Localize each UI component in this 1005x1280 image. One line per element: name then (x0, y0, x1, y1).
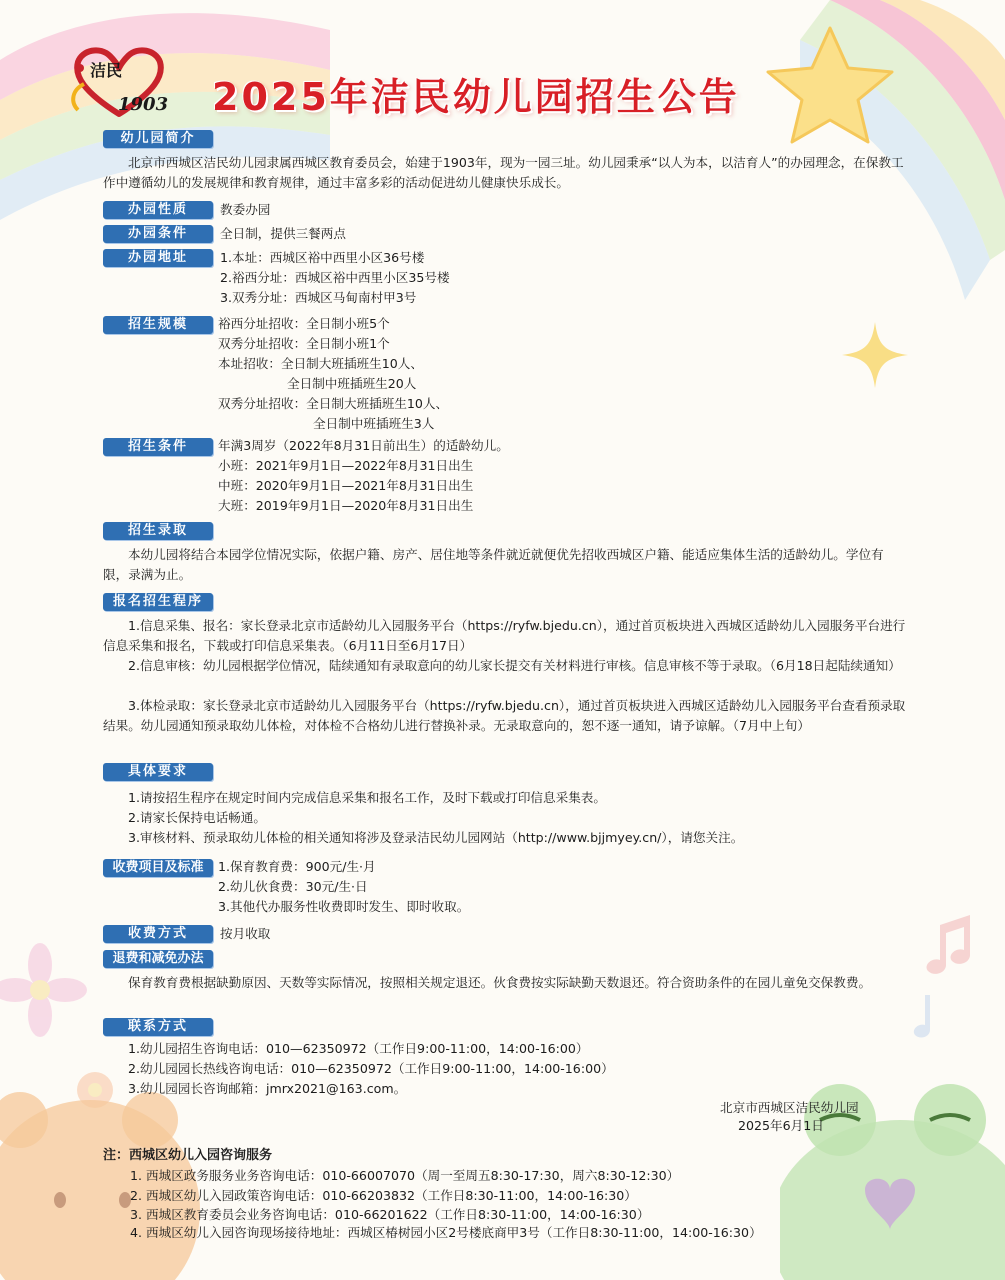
fees-line: 2.幼儿伙食费：30元/生·日 (218, 879, 368, 894)
section-tag-refund: 退费和减免办法 (103, 950, 213, 968)
section-tag-scale: 招生规模 (103, 316, 213, 334)
page-title: 2025年洁民幼儿园招生公告 (212, 75, 740, 119)
address-line: 1.本址：西城区裕中西里小区36号楼 (220, 250, 425, 265)
requirement-line: 大班：2019年9月1日—2020年8月31日出生 (218, 498, 474, 513)
scale-line: 本址招收：全日制大班插班生10人、 (218, 356, 423, 371)
procedure-item: 2.信息审核：幼儿园根据学位情况，陆续通知有录取意向的幼儿家长提交有关材料进行审核。信息审核不等于录取。（6月18日起陆续通知） (128, 658, 901, 673)
section-tag-details: 具体要求 (103, 763, 213, 781)
logo-year: 1903 (118, 94, 169, 115)
logo-text: 洁民 (90, 61, 123, 80)
note-line: 1. 西城区政务服务业务咨询电话：010-66007070（周一至周五8:30-17:30，周六8:30-12:30） (130, 1168, 680, 1183)
scale-line: 裕西分址招收：全日制小班5个 (218, 316, 390, 331)
section-tag-requirement: 招生条件 (103, 438, 213, 456)
scale-line: 全日制中班插班生20人 (287, 376, 417, 391)
contact-line: 1.幼儿园招生咨询电话：010—62350972（工作日9:00-11:00，14:00-16:00） (128, 1041, 589, 1056)
requirement-line: 中班：2020年9月1日—2021年8月31日出生 (218, 478, 474, 493)
section-tag-fees: 收费项目及标准 (103, 859, 213, 877)
school-logo (64, 44, 174, 120)
address-line: 2.裕西分址：西城区裕中西里小区35号楼 (220, 270, 450, 285)
note-line: 4. 西城区幼儿入园咨询现场接待地址：西城区椿树园小区2号楼底商甲3号（工作日8:30-11:00，14:00-16:30） (130, 1225, 762, 1240)
section-tag-procedure: 报名招生程序 (103, 593, 213, 611)
address-line: 3.双秀分址：西城区马甸南村甲3号 (220, 290, 417, 305)
fees-line: 1.保育教育费：900元/生·月 (218, 859, 376, 874)
note-heading: 注：西城区幼儿入园咨询服务 (103, 1148, 273, 1163)
fees-line: 3.其他代办服务性收费即时发生、即时收取。 (218, 899, 470, 914)
requirement-line: 小班：2021年9月1日—2022年8月31日出生 (218, 458, 474, 473)
scale-line: 双秀分址招收：全日制大班插班生10人、 (218, 396, 449, 411)
procedure-item: 3.体检录取：家长登录北京市适龄幼儿入园服务平台（https://ryfw.bjedu.cn），通过首页板块进入西城区适龄幼儿入园服务平台查看预录取结果。幼儿园通知预录取幼儿体检，对体检不合格幼儿进行替换补录。无录取意向的，恕不逐一通知，请予谅解。（7月中上旬） (103, 698, 906, 733)
section-tag-payment: 收费方式 (103, 925, 213, 943)
payment-text: 按月收取 (220, 926, 271, 941)
signature-org: 北京市西城区洁民幼儿园 (720, 1100, 859, 1115)
note-line: 3. 西城区教育委员会业务咨询电话：010-66201622（工作日8:30-11:00，14:00-16:30） (130, 1207, 650, 1222)
condition-text: 全日制，提供三餐两点 (220, 226, 346, 241)
procedure-item: 1.信息采集、报名：家长登录北京市适龄幼儿入园服务平台（https://ryfw.bjedu.cn），通过首页板块进入西城区适龄幼儿入园服务平台进行信息采集和报名，下载或打印信息采集表。（6月11日至6月17日） (103, 618, 906, 653)
contact-line: 3.幼儿园园长咨询邮箱：jmrx2021@163.com。 (128, 1081, 407, 1096)
section-tag-address: 办园地址 (103, 249, 213, 267)
note-line: 2. 西城区幼儿入园政策咨询电话：010-66203832（工作日8:30-11:00，14:00-16:30） (130, 1188, 637, 1203)
scale-line: 全日制中班插班生3人 (313, 416, 435, 431)
details-line: 3.审核材料、预录取幼儿体检的相关通知将涉及登录洁民幼儿园网站（http://www.bjjmyey.cn/），请您关注。 (128, 830, 744, 845)
section-tag-admission: 招生录取 (103, 522, 213, 540)
nature-text: 教委办园 (220, 202, 271, 217)
contact-line: 2.幼儿园园长热线咨询电话：010—62350972（工作日9:00-11:00，14:00-16:00） (128, 1061, 614, 1076)
scale-line: 双秀分址招收：全日制小班1个 (218, 336, 390, 351)
requirement-line: 年满3周岁（2022年8月31日前出生）的适龄幼儿。 (218, 438, 509, 453)
intro-text: 北京市西城区洁民幼儿园隶属西城区教育委员会，始建于1903年，现为一园三址。幼儿园秉承“以人为本，以洁育人”的办园理念，在保教工作中遵循幼儿的发展规律和教育规律，通过丰富多彩的活动促进幼儿健康快乐成长。 (103, 155, 904, 190)
signature-date: 2025年6月1日 (738, 1118, 824, 1133)
section-tag-intro: 幼儿园简介 (103, 130, 213, 148)
admission-text: 本幼儿园将结合本园学位情况实际，依据户籍、房产、居住地等条件就近就便优先招收西城区户籍、能适应集体生活的适龄幼儿。学位有限，录满为止。 (103, 547, 884, 582)
section-tag-contact: 联系方式 (103, 1018, 213, 1036)
section-tag-nature: 办园性质 (103, 201, 213, 219)
refund-text: 保育教育费根据缺勤原因、天数等实际情况，按照相关规定退还。伙食费按实际缺勤天数退还。符合资助条件的在园儿童免交保教费。 (128, 975, 872, 990)
details-line: 1.请按招生程序在规定时间内完成信息采集和报名工作，及时下载或打印信息采集表。 (128, 790, 606, 805)
section-tag-condition: 办园条件 (103, 225, 213, 243)
details-line: 2.请家长保持电话畅通。 (128, 810, 266, 825)
